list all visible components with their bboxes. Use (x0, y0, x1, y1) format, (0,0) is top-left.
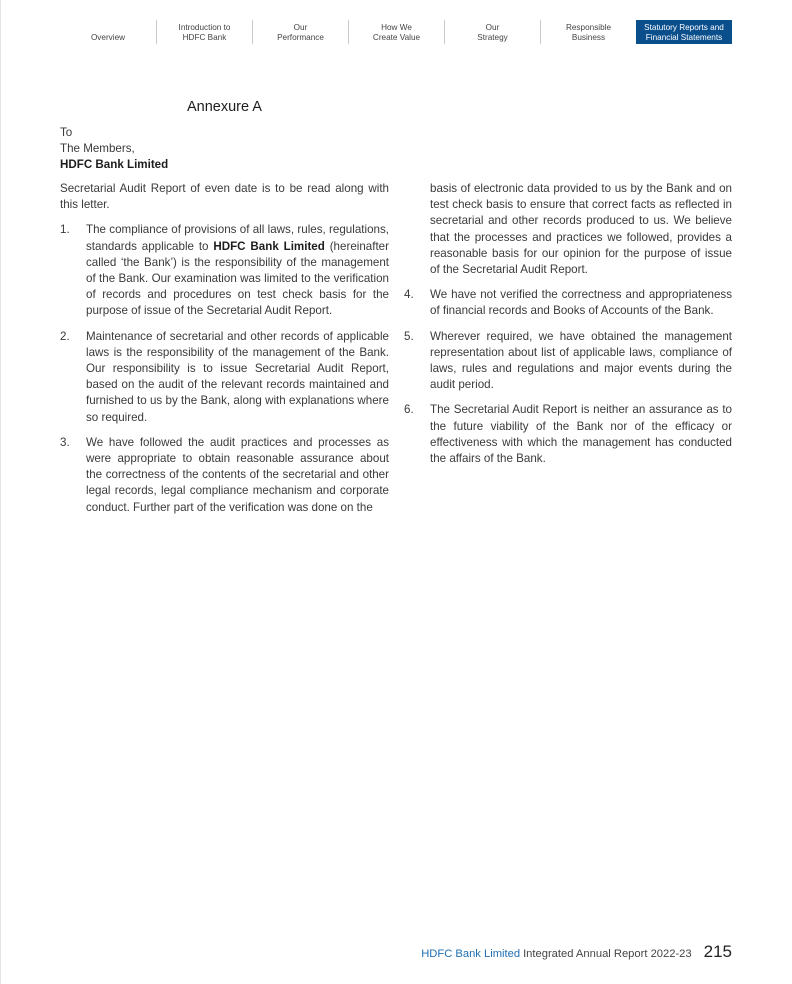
list-item-number: 2. (60, 329, 70, 343)
page-title: Annexure A (187, 99, 262, 115)
tab-statutory-reports[interactable]: Statutory Reports and Financial Statements (636, 20, 732, 44)
tab-create-value[interactable]: How We Create Value (348, 20, 444, 44)
tab-strategy[interactable]: Our Strategy (444, 20, 540, 44)
address-line-members: The Members, (60, 142, 135, 155)
tab-responsible-business[interactable]: Responsible Business (540, 20, 636, 44)
tab-overview[interactable]: Overview (90, 33, 126, 42)
list-item (60, 329, 389, 426)
list-item-text: Maintenance of secretarial and other records of applicable laws is the responsibility of the management of the Bank. Our responsibility is to issue Secretarial Audit Report, based on the audit of the relevant records maintained and furnished to us by the Bank, along with explanations where so required. (86, 329, 389, 424)
intro-paragraph: Secretarial Audit Report of even date is to be read along with this letter. (60, 182, 389, 212)
address-bank-name: HDFC Bank Limited (60, 158, 169, 171)
list-item-text-part: The compliance of provisions of all laws, rules, regulations, standards applicable to (86, 223, 389, 253)
list-item-text (86, 222, 389, 319)
list-item-number: 5. (404, 329, 414, 343)
list-item (404, 287, 732, 319)
address-line-to: To (60, 126, 73, 139)
list-item-number: 6. (404, 403, 414, 417)
list-item-number: 4. (404, 288, 414, 302)
list-item-text: The Secretarial Audit Report is neither an assurance as to the future viability of the Bank nor of the efficacy or effectiveness with which the management has conducted the affairs of the Bank. (430, 403, 732, 466)
footer-brand: HDFC Bank Limited (421, 948, 521, 960)
list-item-continuation: basis of electronic data provided to us by the Bank and on test check basis to ensure that correct facts as reflected in secretarial and other records produced to us. We believe that the processes and practices we followed, provides a reasonable basis for our opinion for the purpose of issue of the Secretarial Audit Report. (430, 182, 732, 277)
list-item-text: We have not verified the correctness and appropriateness of financial records and Books of Accounts of the Bank. (430, 288, 732, 318)
page-number: 215 (703, 942, 732, 961)
page-footer (421, 942, 732, 962)
list-item-number: 3. (60, 435, 70, 449)
list-item-number: 1. (60, 223, 70, 237)
list-item (60, 435, 389, 516)
list-item-text: Wherever required, we have obtained the management representation about list of applicable laws, compliance of laws, rules and regulations and major events during the audit period. (430, 329, 732, 392)
left-column (60, 181, 389, 516)
addressee-block (60, 125, 168, 173)
section-nav (60, 20, 732, 44)
tab-introduction[interactable]: Introduction to HDFC Bank (156, 20, 252, 44)
list-item-text: We have followed the audit practices and processes as were appropriate to obtain reasonable assurance about the correctness of the contents of the secretarial and other legal records, legal compliance mechanism and corporate conduct. Further part of the verification was done on the (86, 435, 389, 514)
bank-name-bold: HDFC Bank Limited (213, 239, 325, 253)
right-column (404, 181, 732, 467)
tab-performance[interactable]: Our Performance (252, 20, 348, 44)
list-item (60, 222, 389, 319)
list-item (404, 329, 732, 394)
list-item (404, 402, 732, 467)
footer-report-title: Integrated Annual Report 2022-23 (523, 948, 692, 960)
page-edge (0, 0, 1, 984)
list-item-text-part: (hereinafter called ‘the Bank’) is the responsibility of the management of the Bank. Our examination was limited to the verification of records and procedures on test check basis for the purpose of issue of the Secretarial Audit Report. (86, 239, 389, 318)
